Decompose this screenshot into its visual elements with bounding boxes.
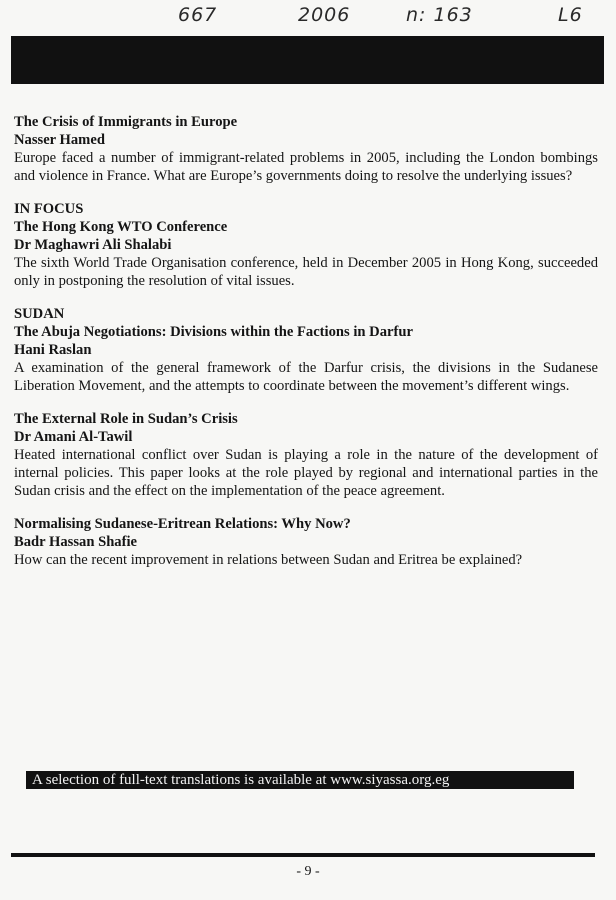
article-title: The Hong Kong WTO Conference [14,219,228,235]
article-section [14,305,598,395]
article-list [14,113,598,584]
section-category: SUDAN [14,306,65,322]
article-description: Heated international conflict over Sudan is playing a role in the nature of the development of internal policies. This paper looks at the role played by regional and international parties in the Sudan crisis and the effect on the implementation of the peace agreement. [14,447,598,499]
translations-banner: A selection of full-text translations is available at www.siyassa.org.eg [26,771,574,789]
article-section [14,410,598,500]
article-section [14,515,598,569]
handwritten-note: 667 [178,4,218,26]
article-title: Normalising Sudanese-Eritrean Relations: Why Now? [14,516,351,532]
handwritten-note: n: 163 [406,4,473,26]
section-category: IN FOCUS [14,201,84,217]
article-section [14,200,598,290]
article-author: Badr Hassan Shafie [14,534,137,550]
header-bar [11,36,604,84]
handwritten-note: L6 [558,4,583,26]
article-author: Dr Maghawri Ali Shalabi [14,237,172,253]
footer-rule [11,853,595,857]
page-number: - 9 - [296,864,320,879]
article-title: The Crisis of Immigrants in Europe [14,114,238,130]
article-description: The sixth World Trade Organisation conference, held in December 2005 in Hong Kong, succeeded only in postponing the resolution of vital issues. [14,255,598,289]
article-description: A examination of the general framework of the Darfur crisis, the divisions in the Sudanese Liberation Movement, and the attempts to coordinate between the movement’s different wings. [14,360,598,394]
article-author: Dr Amani Al-Tawil [14,429,133,445]
article-title: The External Role in Sudan’s Crisis [14,411,238,427]
article-section [14,113,598,185]
handwritten-note: 2006 [298,4,351,26]
article-description: Europe faced a number of immigrant-related problems in 2005, including the London bombings and violence in France. What are Europe’s governments doing to resolve the underlying issues? [14,150,598,184]
article-author: Hani Raslan [14,342,92,358]
article-description: How can the recent improvement in relations between Sudan and Eritrea be explained? [14,552,523,568]
article-title: The Abuja Negotiations: Divisions within the Factions in Darfur [14,324,413,340]
article-author: Nasser Hamed [14,132,105,148]
